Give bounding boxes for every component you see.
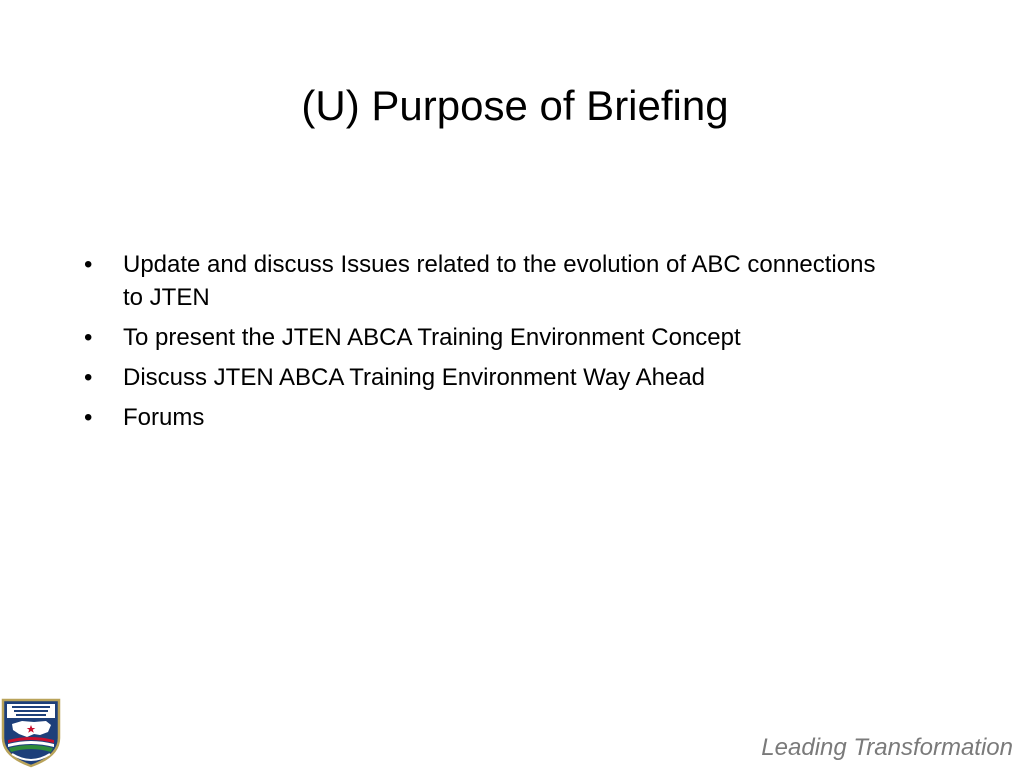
bullet-text: Discuss JTEN ABCA Training Environment Way Ahead: [123, 364, 706, 391]
bullet-text: Forums: [123, 404, 205, 431]
bullet-marker: •: [84, 404, 93, 431]
slide-title: (U) Purpose of Briefing: [301, 82, 729, 129]
bullet-list: [84, 248, 884, 441]
bullet-text: Update and discuss Issues related to the evolution of ABC connections to JTEN: [123, 251, 876, 311]
bullet-marker: •: [84, 364, 93, 391]
bullet-marker: •: [84, 251, 93, 278]
bullet-text: To present the JTEN ABCA Training Environment Concept: [123, 324, 741, 351]
bullet-item: [84, 248, 884, 314]
bullet-item: [84, 361, 884, 394]
joint-forces-command-seal-icon: [0, 694, 62, 768]
bullet-item: [84, 401, 884, 434]
bullet-item: [84, 321, 884, 354]
footer-tagline: Leading Transformation: [761, 734, 1013, 761]
bullet-marker: •: [84, 324, 93, 351]
